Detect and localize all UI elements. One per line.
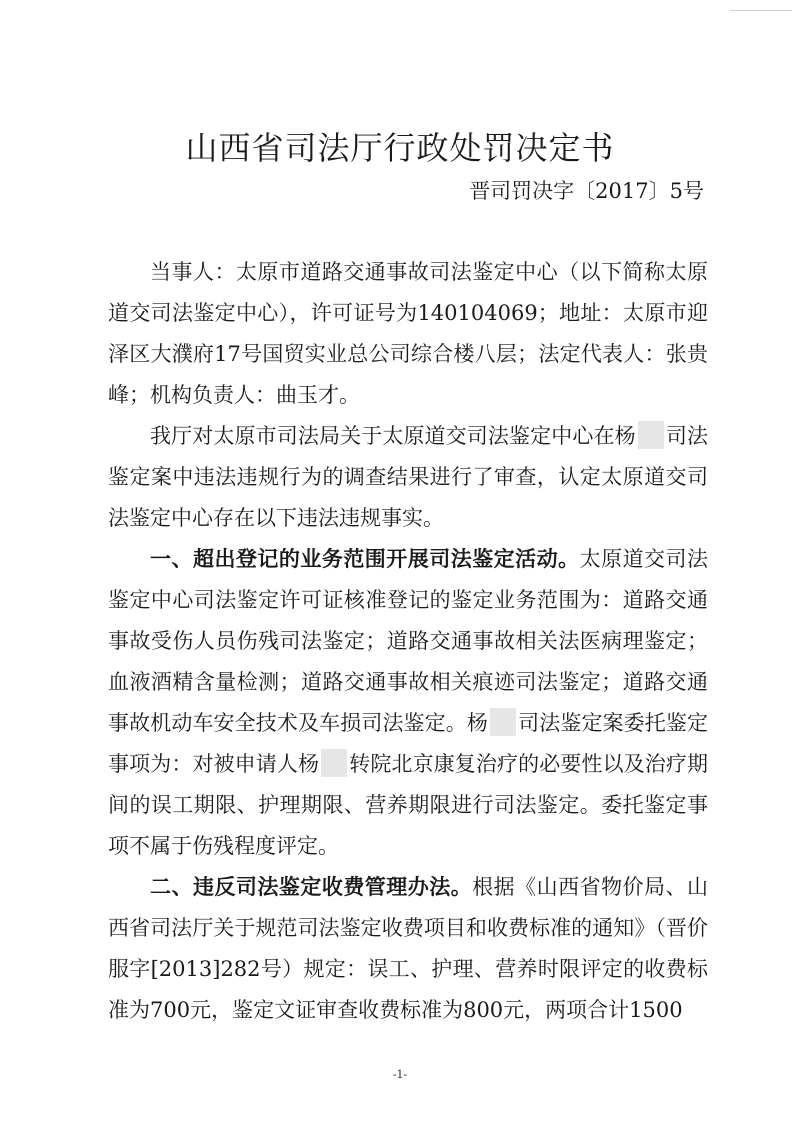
section-two-heading: 二、违反司法鉴定收费管理办法。 — [150, 875, 473, 899]
redaction-block — [638, 421, 664, 449]
document-title: 山西省司法厅行政处罚决定书 — [185, 129, 615, 167]
section-two-text: 根据《山西省物价局、山西省司法厅关于规范司法鉴定收费项目和收费标准的通知》（晋价服字[2013]282号）规定：误工、护理、营养时限评定的收费标准为700元，鉴定文证审查收费标准为800元，两项合计1500 — [108, 875, 709, 1022]
page-number: -1- — [392, 1068, 408, 1081]
corner-mark — [730, 0, 792, 11]
review-text-a: 我厅对太原市司法局关于太原道交司法鉴定中心在杨 — [150, 424, 636, 448]
section-one-text-c: 转院北京康复治疗的必要性以及治疗期间的误工期限、护理期限、营养期限进行司法鉴定。委托鉴定事项不属于伤残程度评定。 — [108, 752, 709, 858]
redaction-block — [321, 749, 347, 777]
document-body — [108, 252, 708, 1031]
review-text-b: 司法鉴定案中违法违规行为的调查结果进行了审查，认定太原道交司法鉴定中心存在以下违法违规事实。 — [108, 424, 709, 530]
redaction-block — [490, 708, 516, 736]
party-paragraph: 当事人：太原市道路交通事故司法鉴定中心（以下简称太原道交司法鉴定中心），许可证号为140104069；地址：太原市迎泽区大濮府17号国贸实业总公司综合楼八层；法定代表人：张贵峰；机构负责人：曲玉才。 — [108, 260, 708, 407]
section-one-text-b: 司法鉴定案委托鉴定事项为：对被申请人杨 — [108, 711, 708, 776]
section-one-paragraph — [108, 539, 708, 867]
section-one-text-a: 太原道交司法鉴定中心司法鉴定许可证核准登记的鉴定业务范围为：道路交通事故受伤人员伤残司法鉴定；道路交通事故相关法医病理鉴定；血液酒精含量检测；道路交通事故相关痕迹司法鉴定；道路交通事故机动车安全技术及车损司法鉴定。杨 — [108, 547, 709, 735]
section-two-paragraph — [108, 867, 708, 1031]
review-paragraph — [108, 416, 708, 539]
document-number: 晋司罚决字〔2017〕5号 — [469, 179, 704, 203]
section-one-heading: 一、超出登记的业务范围开展司法鉴定活动。 — [150, 547, 580, 571]
